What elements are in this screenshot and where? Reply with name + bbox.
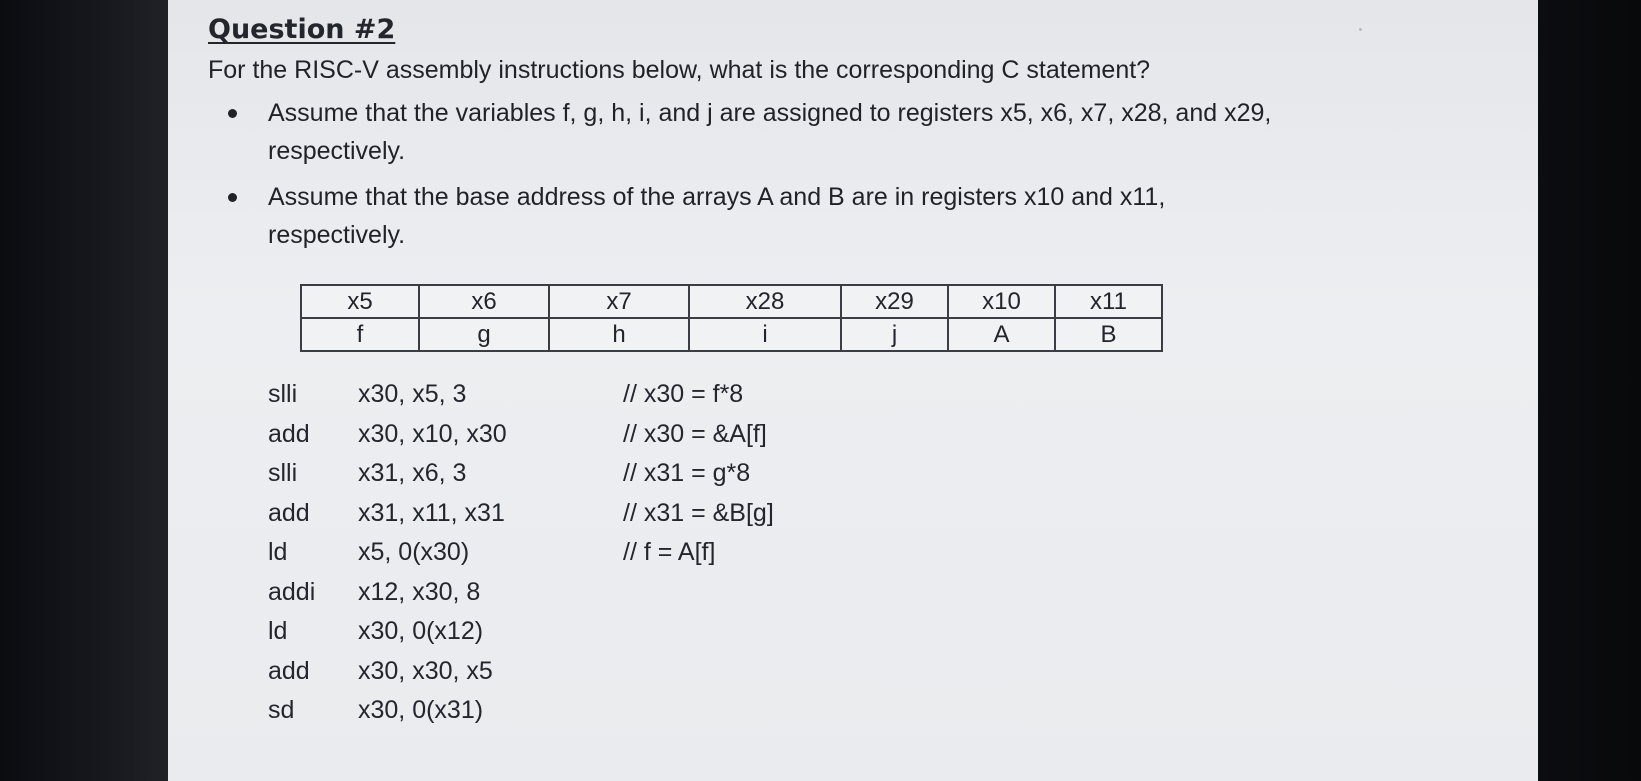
operands: x30, x10, x30 — [358, 419, 507, 448]
variable-cell: B — [1055, 318, 1162, 351]
bullet-icon — [228, 109, 237, 118]
opcode: sd — [268, 696, 295, 724]
register-cell: x5 — [301, 285, 419, 318]
register-cell: x11 — [1055, 285, 1162, 318]
opcode: slli — [268, 459, 298, 487]
assembly-listing — [268, 380, 908, 736]
variable-cell: g — [419, 318, 549, 351]
comment: // x31 = g*8 — [623, 459, 751, 487]
variable-cell: j — [841, 318, 948, 351]
assumption-text: Assume that the variables f, g, h, i, and j are assigned to registers x5, x6, x7, x28, and x29, respectively. — [268, 99, 1272, 165]
comment: // x30 = f*8 — [623, 380, 744, 408]
assumption-item — [228, 94, 1288, 170]
opcode: ld — [268, 538, 288, 566]
comment: // x30 = &A[f] — [623, 419, 767, 448]
question-text: For the RISC-V assembly instructions below, what is the corresponding C statement? — [208, 56, 1151, 84]
operands: x31, x6, 3 — [358, 459, 467, 487]
operands: x30, 0(x31) — [358, 696, 484, 724]
register-cell: x6 — [419, 285, 549, 318]
code-line — [268, 696, 908, 736]
variable-row — [301, 318, 1162, 351]
opcode: add — [268, 419, 310, 448]
code-line — [268, 538, 908, 578]
register-table — [300, 284, 1163, 352]
assumption-item — [228, 178, 1288, 254]
code-line — [268, 578, 908, 618]
code-line — [268, 499, 908, 539]
operands: x30, x5, 3 — [358, 380, 467, 408]
code-line — [268, 617, 908, 657]
variable-cell: i — [689, 318, 841, 351]
screen-bezel-left — [0, 0, 170, 781]
opcode: add — [268, 498, 310, 527]
assumption-text: Assume that the base address of the arrays A and B are in registers x10 and x11, respectively. — [268, 183, 1166, 249]
variable-cell: h — [549, 318, 689, 351]
operands: x30, 0(x12) — [358, 617, 484, 645]
screen-speck — [1359, 28, 1362, 31]
operands: x30, x30, x5 — [358, 656, 493, 685]
bullet-icon — [228, 193, 237, 202]
opcode: ld — [268, 617, 288, 645]
slide — [168, 0, 1538, 781]
register-cell: x10 — [948, 285, 1055, 318]
code-line — [268, 459, 908, 499]
code-line — [268, 420, 908, 460]
register-cell: x28 — [689, 285, 841, 318]
opcode: add — [268, 656, 310, 685]
operands: x5, 0(x30) — [358, 538, 470, 566]
register-cell: x29 — [841, 285, 948, 318]
opcode: slli — [268, 380, 298, 408]
register-cell: x7 — [549, 285, 689, 318]
code-line — [268, 380, 908, 420]
variable-cell: f — [301, 318, 419, 351]
comment: // f = A[f] — [623, 538, 716, 566]
question-title: Question #2 — [208, 14, 396, 45]
opcode: addi — [268, 577, 316, 606]
code-line — [268, 657, 908, 697]
assumption-list — [228, 94, 1288, 262]
operands: x12, x30, 8 — [358, 577, 481, 606]
operands: x31, x11, x31 — [358, 498, 505, 527]
comment: // x31 = &B[g] — [623, 498, 774, 527]
variable-cell: A — [948, 318, 1055, 351]
register-row — [301, 285, 1162, 318]
